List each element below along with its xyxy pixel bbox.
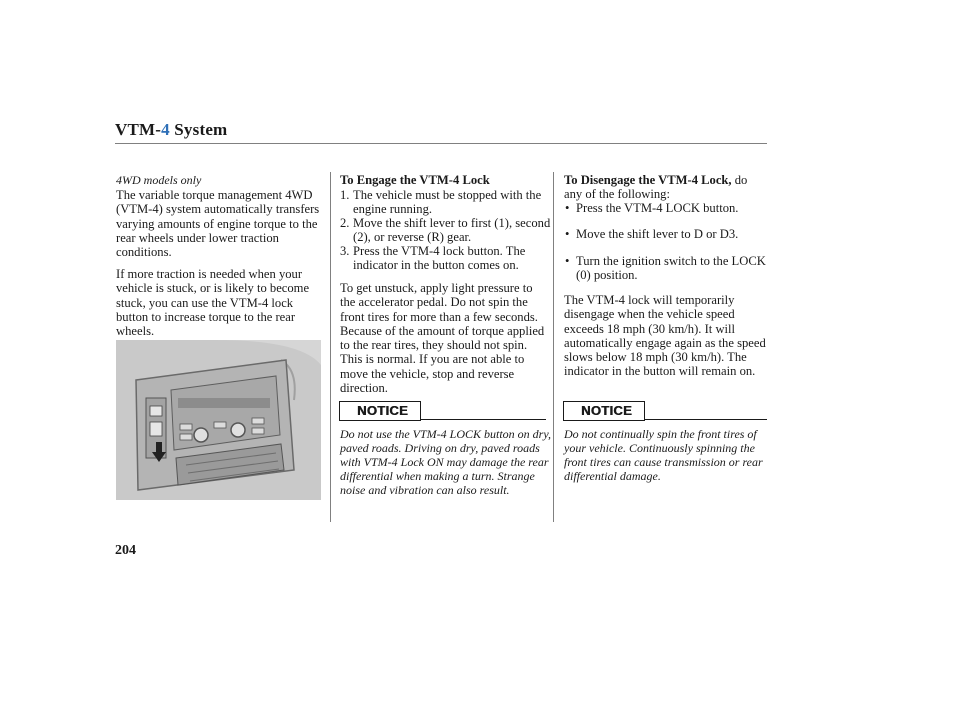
disengage-heading: To Disengage the VTM-4 Lock, [564, 173, 732, 187]
step-text: Press the VTM-4 lock button. The indicator in the button comes on. [353, 244, 526, 273]
disengage-intro: any of the following: [564, 187, 670, 201]
step-number: 2. [340, 216, 350, 230]
notice-label: NOTICE [581, 403, 632, 418]
disengage-notice-badge [563, 401, 645, 421]
engage-notice-badge [339, 401, 421, 421]
title-suffix: System [174, 120, 228, 139]
unstuck-paragraph: To get unstuck, apply light pressure to the accelerator pedal. Do not spin the front tires for more than a few seconds. Because of the amount of torque applied to the rear tires, they should not spin. This is normal. If you are not able to move the vehicle, stop and reverse direction. [340, 281, 545, 396]
title-accent: 4 [161, 120, 170, 139]
bullet-dot: • [565, 201, 570, 215]
engage-notice-text: Do not use the VTM-4 LOCK button on dry, paved roads. Driving on dry, paved roads with VTM-4 Lock ON may damage the rear differential when making a turn. Strange noise and vibration can also result. [340, 427, 552, 497]
engage-notice-rule [421, 419, 546, 420]
engage-heading: To Engage the VTM-4 Lock [340, 173, 490, 187]
title-divider [115, 143, 767, 144]
bullet-dot: • [565, 227, 570, 241]
bullet-dot: • [565, 254, 570, 268]
bullet-text: Move the shift lever to D or D3. [576, 227, 739, 241]
page-title [115, 120, 227, 140]
disengage-notice-rule [645, 419, 767, 420]
disengage-notice-text: Do not continually spin the front tires of your vehicle. Continuously spinning the front tires can cause transmission or rear differential damage. [564, 427, 763, 483]
step-text: The vehicle must be stopped with the engine running. [353, 188, 542, 217]
disengage-heading-line [564, 173, 747, 187]
step-text: Move the shift lever to first (1), second (2), or reverse (R) gear. [353, 216, 551, 245]
step-number: 1. [340, 188, 350, 202]
vtm4-button-photo [116, 340, 321, 500]
intro-paragraph: The variable torque management 4WD (VTM-4) system automatically transfers varying amounts of engine torque to the rear wheels under lower traction conditions. [116, 188, 320, 260]
models-note: 4WD models only [116, 173, 202, 187]
bullet-text: Press the VTM-4 LOCK button. [576, 201, 739, 215]
notice-label: NOTICE [357, 403, 408, 418]
column-divider-right [553, 172, 554, 522]
step-number: 3. [340, 244, 350, 258]
column-divider-left [330, 172, 331, 522]
bullet-text: Turn the ignition switch to the LOCK (0) position. [576, 254, 766, 283]
dashboard-illustration [116, 340, 321, 500]
title-prefix: VTM- [115, 120, 162, 139]
disengage-paragraph: The VTM-4 lock will temporarily disengage when the vehicle speed exceeds 18 mph (30 km/h). It will automatically engage again as the speed slows below 18 mph (30 km/h). The indicator in the button will remain on. [564, 293, 766, 379]
page-number: 204 [115, 543, 136, 558]
traction-paragraph: If more traction is needed when your vehicle is stuck, or is likely to become stuck, you can use the VTM-4 lock button to increase torque to the rear wheels. [116, 267, 310, 339]
disengage-heading-tail: do [734, 173, 748, 187]
